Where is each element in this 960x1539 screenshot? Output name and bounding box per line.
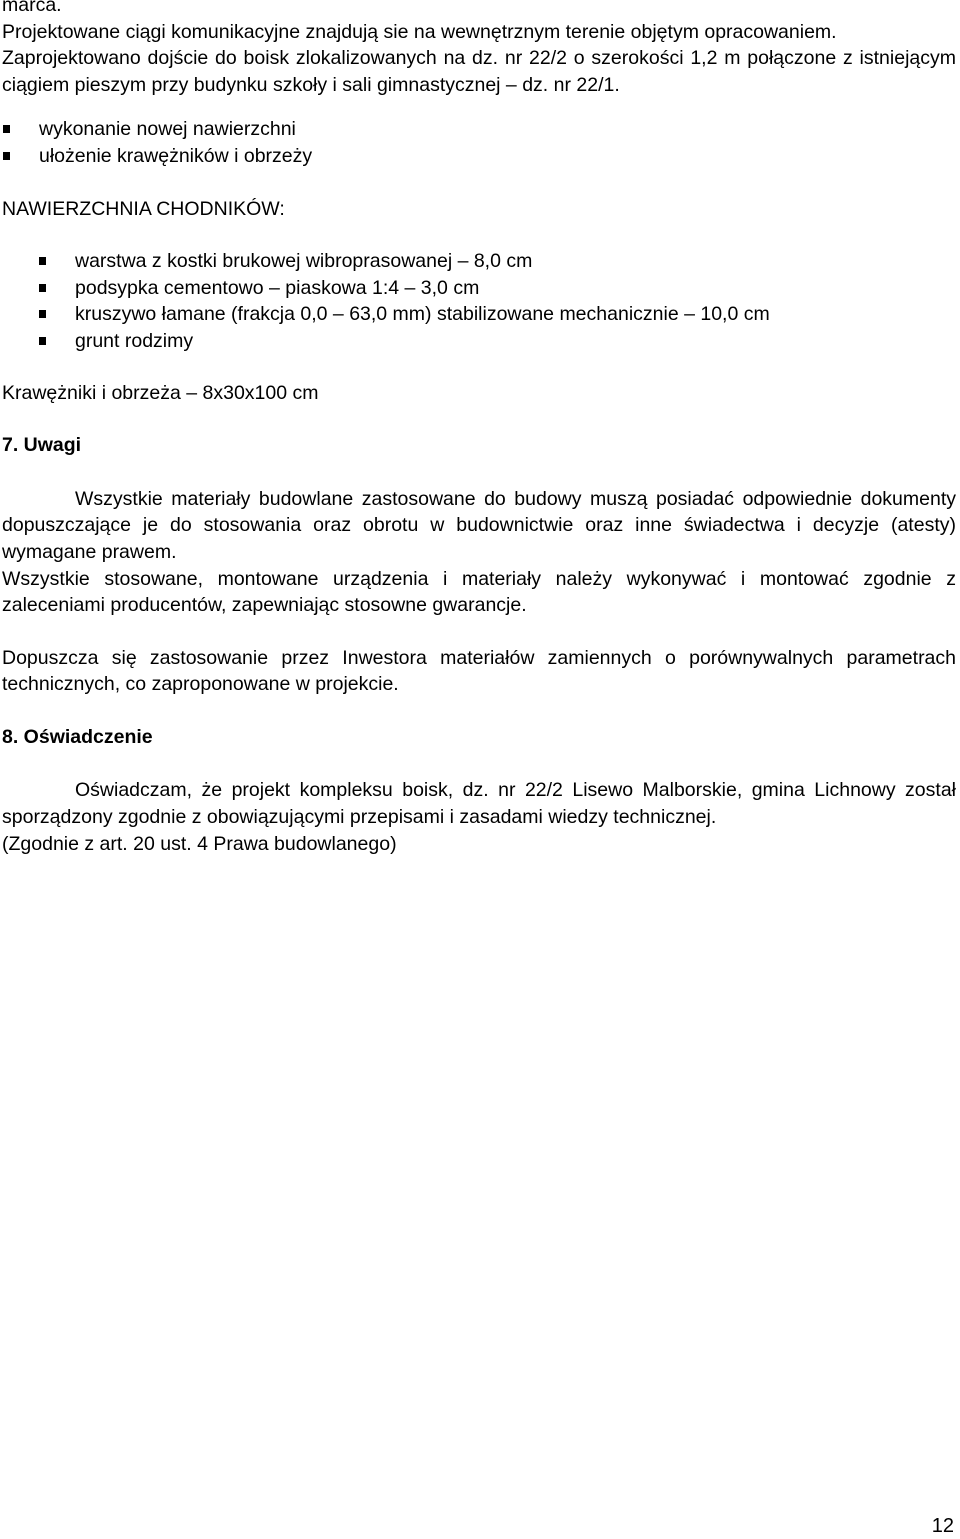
works-list [2, 116, 956, 169]
list-item [2, 143, 956, 170]
list-item-text: grunt rodzimy [75, 329, 194, 352]
section-7-heading: 7. Uwagi [2, 434, 82, 457]
square-bullet-icon [39, 310, 46, 318]
section-7-paragraph-materials: Wszystkie materiały budowlane zastosowane do budowy muszą posiadać odpowiednie dokumenty dopuszczające je do stosowania oraz obrotu w budownictwie oraz inne świadectwa i decyzje (atesty) wymagane prawem. [2, 487, 956, 563]
list-item [2, 275, 956, 302]
list-item-text: warstwa z kostki brukowej wibroprasowanej – 8,0 cm [75, 250, 533, 273]
list-item [2, 301, 956, 328]
paragraph-communication-routes: Projektowane ciągi komunikacyjne znajdują sie na wewnętrznym terenie objętym opracowaniem. [2, 20, 837, 43]
square-bullet-icon [39, 337, 46, 345]
list-item-text: ułożenie krawężników i obrzeży [39, 144, 313, 167]
section-7-paragraph-substitutes: Dopuszcza się zastosowanie przez Inwestora materiałów zamiennych o porównywalnych parametrach technicznych, co zaproponowane w projekcie. [2, 646, 956, 696]
square-bullet-icon [39, 257, 46, 265]
list-item-text: wykonanie nowej nawierzchni [39, 118, 296, 141]
curbs-spec: Krawężniki i obrzeża – 8x30x100 cm [2, 381, 319, 404]
paragraph-access-path: Zaprojektowano dojście do boisk zlokalizowanych na dz. nr 22/2 o szerokości 1,2 m połączone z istniejącym ciągiem pieszym przy budynku szkoły i sali gimnastycznej – dz. nr 22/1. [2, 47, 956, 96]
square-bullet-icon [39, 284, 46, 292]
list-item-text: podsypka cementowo – piaskowa 1:4 – 3,0 cm [75, 276, 480, 299]
section-7-paragraph-devices: Wszystkie stosowane, montowane urządzenia i materiały należy wykonywać i montować zgodnie z zaleceniami producentów, zapewniając stosowne gwarancje. [2, 567, 956, 617]
square-bullet-icon [3, 152, 10, 160]
pavement-heading: NAWIERZCHNIA CHODNIKÓW: [2, 197, 285, 220]
pavement-layers-list [2, 248, 956, 354]
page-number: 12 [931, 1515, 954, 1537]
document-page [2, 0, 956, 857]
section-8-paragraph-declaration: Oświadczam, że projekt kompleksu boisk, dz. nr 22/2 Lisewo Malborskie, gmina Lichnowy został sporządzony zgodnie z obowiązującymi przepisami i zasadami wiedzy technicznej. [2, 779, 956, 829]
section-8-heading: 8. Oświadczenie [2, 725, 153, 748]
list-item-text: kruszywo łamane (frakcja 0,0 – 63,0 mm) stabilizowane mechanicznie – 10,0 cm [75, 303, 770, 326]
list-item [2, 248, 956, 275]
section-8-legal-reference: (Zgodnie z art. 20 ust. 4 Prawa budowlanego) [2, 832, 397, 855]
square-bullet-icon [3, 125, 10, 133]
list-item [2, 116, 956, 143]
continued-text: marca. [2, 0, 62, 16]
list-item [2, 328, 956, 355]
